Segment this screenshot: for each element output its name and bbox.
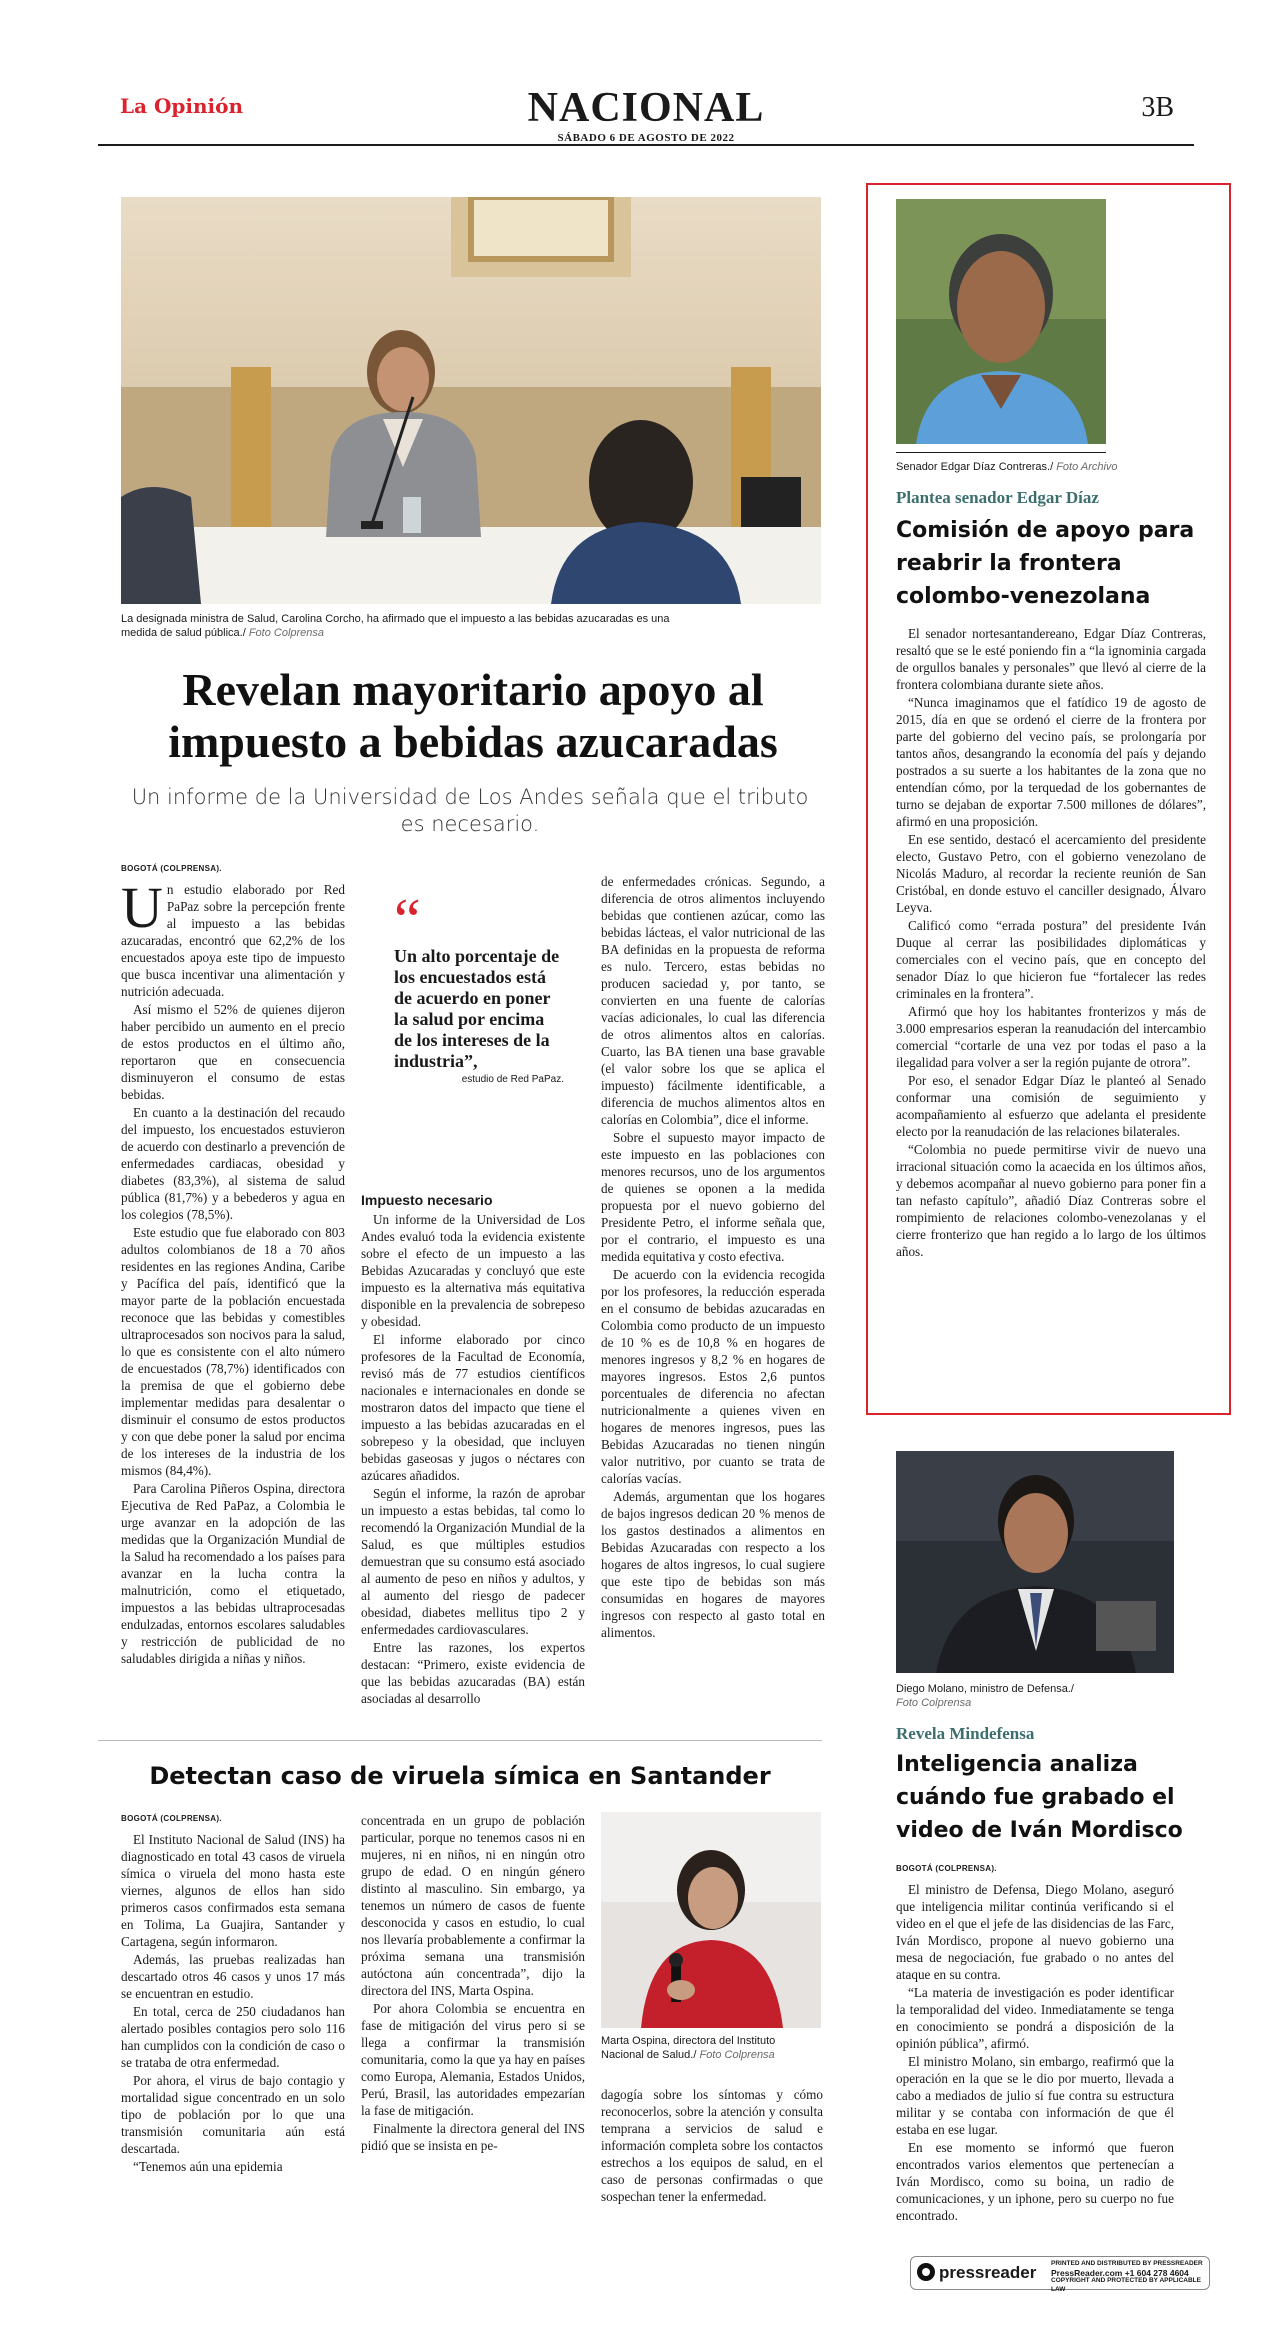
- bottom-photo-caption: Marta Ospina, directora del Instituto Nacional de Salud./ Foto Colprensa: [601, 2035, 776, 2061]
- speaker-image: [601, 1812, 821, 2028]
- bottom-article-column-1: [121, 1810, 345, 2176]
- paragraph: de enfermedades crónicas. Segundo, a diferencia de otros alimentos incluyendo bebidas que contienen azúcar, como las bebidas lácteas, el valor nutricional de las BA definidas en la propuesta de reforma es nulo. Tercero, estas bebidas no producen saciedad y, por tanto, se convierten en una fuente de calorías vacías adicionales, lo cual las diferencia de otros alimentos altos en calorías. Cuarto, las BA tienen una base gravable (el valor sobre los que se aplica el impuesto) fácilmente identificable, a diferencia de muchos alimentos altos en calorías en Colombia”, dice el informe.: [601, 874, 825, 1127]
- page-number: 3B: [1141, 92, 1174, 123]
- right-bottom-headline[interactable]: Inteligencia analiza cuándo fue grabado el video de Iván Mordisco: [896, 1752, 1183, 1843]
- right-top-headline[interactable]: Comisión de apoyo para reabrir la frontera colombo-venezolana: [896, 518, 1195, 609]
- pressreader-notice: PRINTED AND DISTRIBUTED BY PRESSREADER PressReader.com +1 604 278 4604 COPYRIGHT AND PROTECTED BY APPLICABLE LAW: [1051, 2260, 1203, 2293]
- paragraph: Así mismo el 52% de quienes dijeron haber percibido un aumento en el precio de estos productos en el último año, reportaron que en consecuencia disminuyeron el consumo de estas bebidas.: [121, 1002, 345, 1102]
- paragraph: Finalmente la directora general del INS pidió que se insista en pe-: [361, 2121, 585, 2153]
- paragraph: En ese momento se informó que fueron encontrados varios elementos que pertenecían a Iván Mordisco, como su boina, un radio de comunicaciones, y un iphone, pero su cuerpo no fue encontrado.: [896, 2140, 1174, 2223]
- minister-photo[interactable]: [896, 1451, 1174, 1673]
- pull-quote: [394, 887, 564, 1085]
- pull-quote-source: estudio de Red PaPaz.: [461, 1074, 564, 1085]
- main-headline[interactable]: Revelan mayoritario apoyo al impuesto a bebidas azucaradas: [168, 664, 778, 767]
- paragraph: Además, argumentan que los hogares de bajos ingresos dedican 20 % menos de los gastos destinados a alimentos en Bebidas Azucaradas con respecto a los hogares de altos ingresos, lo cual sugiere que este tipo de bebidas son más consumidas en hogares de mayores ingresos con respecto al gasto total en alimentos.: [601, 1489, 825, 1640]
- kicker: Revela Mindefensa: [896, 1724, 1035, 1743]
- pressreader-logo: pressreader: [917, 2263, 1036, 2283]
- bottom-article-column-2: [361, 1812, 585, 2155]
- paragraph: Según el informe, la razón de aprobar un impuesto a estas bebidas, tal como lo recomendó la Organización Mundial de la Salud, es que múltiples estudios demuestran que su consumo está asociado al aumento de peso en niños y adultos, y al aumento del riesgo de padecer obesidad, diabetes mellitus tipo 2 y enfermedades cardiovasculares.: [361, 1486, 585, 1637]
- section-title: NACIONAL: [527, 85, 765, 131]
- paragraph: Entre las razones, los expertos destacan: “Primero, existe evidencia de que las bebidas azucaradas (BA) están asociadas al desarrollo: [361, 1640, 585, 1706]
- paragraph: Un informe de la Universidad de Los Andes evaluó toda la evidencia existente sobre el efecto de un impuesto a las Bebidas Azucaradas y concluyó que este impuesto es la alternativa más equitativa disponible en la prevalencia de sobrepeso y obesidad.: [361, 1212, 585, 1329]
- paragraph: El Instituto Nacional de Salud (INS) ha diagnosticado en total 43 casos de viruela símica o viruela del mono hasta este viernes, algunos de ellos han sido primeros casos confirmados esta semana en Tolima, La Guajira, Santander y Cartagena, según informaron.: [121, 1832, 345, 1949]
- bottom-article-column-3: [601, 2086, 823, 2206]
- right-top-article-body: [896, 625, 1206, 1261]
- paragraph: Para Carolina Piñeros Ospina, directora Ejecutiva de Red PaPaz, a Colombia le urge avanzar en la adopción de las medidas que la Organización Mundial de la Salud ha recomendado a los países para avanzar en la lucha contra la malnutrición, como el etiquetado, impuestos a las bebidas ultraprocesadas endulzadas, entornos escolares saludables y restricción de publicidad de no saludables dirigida a niñas y niños.: [121, 1481, 345, 1666]
- main-article-column-3: [601, 873, 825, 1642]
- press-conference-image: [121, 197, 821, 604]
- paragraph: Este estudio que fue elaborado con 803 adultos colombianos de 18 a 70 años residentes en las regiones Andina, Caribe y Pacífica del país, identificó que la mayor parte de la población encuestada reconoce que las bebidas y comestibles ultraprocesados son nocivos para la salud, lo que es consistente con el alto número de encuestados (78,7%) identificados con la premisa de que el gobierno debe implementar medidas para desalentar o disminuir el consumo de estos productos y con que debe poner la salud por encima de los intereses de la industria de los mismos (84,4%).: [121, 1225, 345, 1478]
- dateline: BOGOTÁ (COLPRENSA).: [121, 1814, 222, 1823]
- minister-portrait-image: [896, 1451, 1174, 1673]
- photo-credit: Foto Colprensa: [699, 2049, 775, 2061]
- drop-cap: U: [121, 875, 163, 940]
- paragraph: Sobre el supuesto mayor impacto de este impuesto en las poblaciones con menores recursos, uno de los argumentos de quienes se oponen a la medida propuesta por el nuevo gobierno del Presidente Petro, el informe señala que, por el contrario, el impuesto es una medida equitativa y costo efectiva.: [601, 1130, 825, 1264]
- paragraph: En total, cerca de 250 ciudadanos han alertado posibles contagios pero solo 116 han cumplidos con la condición de caso o se trataba de otra enfermedad.: [121, 2004, 345, 2070]
- paragraph: “Colombia no puede permitirse vivir de nuevo una irracional situación como la acaecida en los últimos años, y debemos acompañar al nuevo gobierno para poner fin a tan nefasto capítulo”, añadió Díaz Contreras sobre el rompimiento de relaciones colombo-venezolanas y el cierre fronterizo que han regido a lo largo de los últimos años.: [896, 1142, 1206, 1259]
- publication-date: SÁBADO 6 DE AGOSTO DE 2022: [557, 132, 735, 144]
- main-article-column-2: [361, 1186, 585, 1708]
- paragraph: Afirmó que hoy los habitantes fronterizos y más de 3.000 empresarios esperan la reanudación del intercambio comercial “cortarle de una vez por todas el paso a la ilegalidad para volver a ser la región pujante de otrora”.: [896, 1004, 1206, 1070]
- main-photo-caption: La designada ministra de Salud, Carolina Corcho, ha afirmado que el impuesto a las bebidas azucaradas es una medida de salud pública./ Foto Colprensa: [121, 613, 670, 639]
- paragraph: El ministro de Defensa, Diego Molano, aseguró que inteligencia militar continúa verificando si el video en el que el jefe de las disidencias de las Farc, Iván Mordisco, propone al nuevo gobierno una mesa de negociación, fue grabado o no antes del ataque en su contra.: [896, 1882, 1174, 1982]
- main-photo-minister[interactable]: [121, 197, 821, 604]
- paragraph: “La materia de investigación es poder identificar la temporalidad del video. Inmediatamente se tenga en conocimiento se pondrá a disposición de la opinión pública”, afirmó.: [896, 1985, 1174, 2051]
- paragraph: En cuanto a la destinación del recaudo del impuesto, los encuestados estuvieron de acuerdo con destinarlo a prevención de enfermedades cardiacas, obesidad y diabetes (83,3%), al sistema de salud pública (81,7%) y a bebederos y agua en los colegios (78,5%).: [121, 1105, 345, 1222]
- paragraph: n estudio elaborado por Red PaPaz sobre la percepción frente al impuesto a las bebidas azucaradas, encontró que 62,2% de los encuestados apoya este tipo de impuesto que busca incentivar una alimentación y nutrición adecuada.: [121, 882, 345, 999]
- paragraph: dagogía sobre los síntomas y cómo reconocerlos, sobre la atención y consulta temprana a servicios de salud e información completa sobre los contactos estrechos a los equipos de salud, en el caso de personas confirmadas o que sospechan tener la enfermedad.: [601, 2087, 823, 2204]
- paragraph: Por ahora, el virus de bajo contagio y mortalidad sigue concentrado en un solo tipo de población por lo que una transmisión comunitaria aún está descartada.: [121, 2073, 345, 2156]
- photo-credit: Foto Archivo: [1056, 461, 1118, 473]
- photo-credit: Foto Colprensa: [896, 1697, 972, 1709]
- dateline: BOGOTÁ (COLPRENSA).: [121, 864, 222, 873]
- dateline: BOGOTÁ (COLPRENSA).: [896, 1864, 997, 1873]
- paragraph: concentrada en un grupo de población particular, porque no tenemos casos ni en mujeres, ni en niños, ni en ningún otro grupo de edad. O en ningún género distinto al masculino. Sin embargo, ya tenemos un número de casos de fuente desconocida y casos en estudio, lo cual nos llevaría probablemente a confirmar la próxima semana una transmisión autóctona aún concentrada”, dijo la directora del INS, Marta Ospina.: [361, 1813, 585, 1998]
- pressreader-badge[interactable]: [910, 2256, 1210, 2293]
- paragraph: El senador nortesantandereano, Edgar Díaz Contreras, resaltó que se le esté poniendo fin a “la ignominia cargada de orgullos banales y personales” que llevó al cierre de la frontera colombiana durante siete años.: [896, 626, 1206, 692]
- paragraph: Calificó como “errada postura” del presidente Iván Duque al cerrar las posibilidades diplomáticas y comerciales con el vecino país, que en concepto del senador Díaz lo que hicieron fue “fortalecer las redes criminales en la frontera”.: [896, 918, 1206, 1001]
- paragraph: “Nunca imaginamos que el fatídico 19 de agosto de 2015, día en que se ordenó el cierre de la frontera por parte del gobierno del vecino país, se prolongaría por tantos años, desangrando la economía del país y dejando postrados a su suerte a los habitantes de la zona que no entendían cómo, por la terquedad de los gobernantes de turno se dejaban de exportar 7.500 millones de dólares”, afirmó en una proposición.: [896, 695, 1206, 829]
- paragraph: Por eso, el senador Edgar Díaz le planteó al Senado conformar una comisión de seguimiento y acompañamiento al esfuerzo que adelanta el presidente electo por la reanudación de las relaciones bilaterales.: [896, 1073, 1206, 1139]
- pull-quote-text: Un alto porcentaje de los encuestados está de acuerdo en poner la salud por encima de los intereses de la industria”,: [394, 946, 560, 1071]
- bottom-headline[interactable]: Detectan caso de viruela símica en Santander: [149, 1762, 771, 1790]
- subhead: Impuesto necesario: [361, 1192, 493, 1208]
- caption-rule: [896, 452, 1106, 453]
- kicker: Plantea senador Edgar Díaz: [896, 488, 1099, 507]
- main-article-column-1: [121, 860, 345, 1668]
- paragraph: En ese sentido, destacó el acercamiento del presidente electo, Gustavo Petro, con el gobierno venezolano de Nicolás Maduro, al recordar la reciente reunión de San Cristóbal, en donde estuvo el canciller designado, Álvaro Leyva.: [896, 832, 1206, 915]
- brand-logo[interactable]: La Opinión: [120, 94, 244, 118]
- pressreader-icon: [917, 2263, 935, 2281]
- senator-photo-caption: Senador Edgar Díaz Contreras./ Foto Archivo: [896, 461, 1118, 473]
- masthead: [98, 84, 1194, 146]
- paragraph: De acuerdo con la evidencia recogida por los profesores, la reducción esperada en el consumo de bebidas azucaradas en Colombia como producto de un impuesto de 10 % es de 10,8 % en hogares de menores ingresos y 8,2 % en hogares de mayores ingresos. Estos 2,6 puntos porcentuales de diferencia no afectan nutricionalmente a quienes viven en hogares de menores ingresos, pues las Bebidas Azucaradas no tienen ningún valor nutritivo, por cuanto se trata de calorías vacías.: [601, 1267, 825, 1486]
- quote-mark-icon: “: [394, 887, 421, 953]
- paragraph: “Tenemos aún una epidemia: [133, 2159, 283, 2174]
- paragraph: Además, las pruebas realizadas han descartado otros 46 casos y unos 17 más se encuentran en estudio.: [121, 1952, 345, 2001]
- right-bottom-article-body: [896, 1860, 1174, 2225]
- section-divider: [98, 1740, 822, 1741]
- bottom-photo-ins-director[interactable]: [601, 1812, 821, 2028]
- senator-photo[interactable]: [896, 199, 1106, 444]
- paragraph: Por ahora Colombia se encuentra en fase de mitigación del virus pero si se llega a confirmar la transmisión comunitaria, como la que ya hay en países como Europa, Alemania, Estados Unidos, Perú, Brasil, las autoridades empezarían la fase de mitigación.: [361, 2001, 585, 2118]
- paragraph: El informe elaborado por cinco profesores de la Facultad de Economía, revisó más de 77 estudios científicos nacionales e internacionales en donde se mostraron datos del impacto que tiene el impuesto a las bebidas azucaradas en el sobrepeso y la obesidad, que incluyen bebidas gaseosas y jugos o néctares con azúcares añadidos.: [361, 1332, 585, 1483]
- senator-portrait-image: [896, 199, 1106, 444]
- paragraph: El ministro Molano, sin embargo, reafirmó que la operación en la que se le dio por muerto, llevada a cabo a mediados de julio sí fue contra su estructura militar y se contaba con información de que él estaba en ese lugar.: [896, 2054, 1174, 2137]
- main-deck: Un informe de la Universidad de Los Andes señala que el tributo es necesario.: [131, 785, 809, 836]
- photo-credit: Foto Colprensa: [248, 627, 325, 639]
- minister-photo-caption: Diego Molano, ministro de Defensa./ Foto Colprensa: [896, 1683, 1074, 1709]
